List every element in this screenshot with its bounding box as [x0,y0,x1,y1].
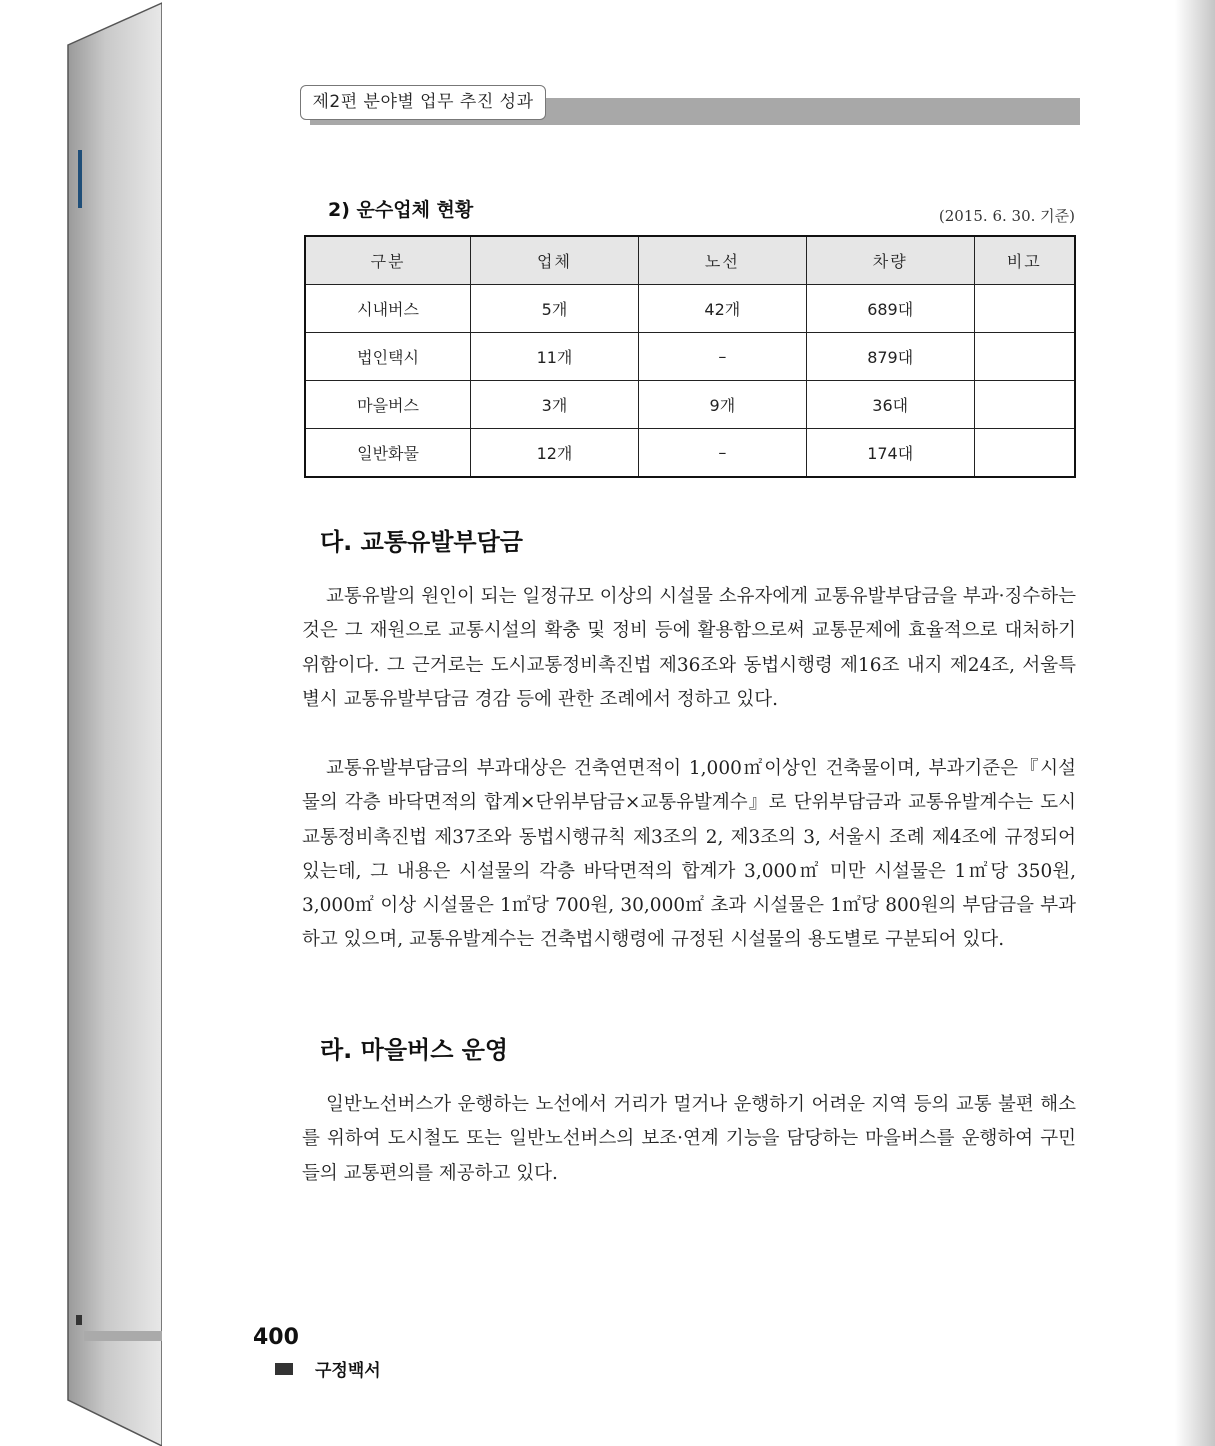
table-cell: – [638,333,806,381]
table-cell: 5개 [471,285,639,333]
table-cell: 일반화물 [305,429,471,478]
spine-accent-mark [78,150,82,208]
book-title: 구정백서 [315,1361,381,1381]
book-spine [0,0,170,1446]
table-cell: 11개 [471,333,639,381]
paragraph: 교통유발의 원인이 되는 일정규모 이상의 시설물 소유자에게 교통유발부담금을 부과·징수하는 것은 그 재원으로 교통시설의 확충 및 정비 등에 활용함으로써 교통문제에 효율적으로 대처하기 위함이다. 그 근거로는 도시교통정비촉진법 제36조와 동법시행령 제16조 내지 제24조, 서울특별시 교통유발부담금 경감 등에 관한 조례에서 정하고 있다. [302,586,1076,710]
col-header: 구분 [305,236,471,285]
page-edge-shadow [1175,0,1215,1446]
footer-bar [275,1363,293,1375]
table-header-row [305,236,1075,285]
table-row [305,381,1075,429]
table-cell [974,285,1075,333]
table-cell: 법인택시 [305,333,471,381]
table-cell [974,333,1075,381]
table-cell: 174대 [806,429,974,478]
section-heading: 2) 운수업체 현황 [328,199,474,221]
table-cell: 879대 [806,333,974,381]
table-cell: 12개 [471,429,639,478]
table-row [305,285,1075,333]
paragraph: 교통유발부담금의 부과대상은 건축연면적이 1,000㎡이상인 건축물이며, 부과기준은『시설물의 각층 바닥면적의 합계×단위부담금×교통유발계수』로 단위부담금과 교통유발계수는 도시교통정비촉진법 제37조와 동법시행규칙 제3조의 2, 제3조의 3, 서울시 조례 제4조에 규정되어 있는데, 그 내용은 시설물의 각층 바닥면적의 합계가 3,000㎡ 미만 시설물은 1㎡당 350원, 3,000㎡ 이상 시설물은 1㎡당 700원, 30,000㎡ 초과 시설물은 1㎡당 800원의 부담금을 부과하고 있으며, 교통유발계수는 건축법시행령에 규정된 시설물의 용도별로 구분되어 있다. [302,758,1076,951]
table-cell [974,381,1075,429]
page-number: 400 [253,1325,299,1350]
col-header: 비고 [974,236,1075,285]
table-cell: – [638,429,806,478]
table-cell: 689대 [806,285,974,333]
table-row [305,429,1075,478]
col-header: 업체 [471,236,639,285]
table-cell: 시내버스 [305,285,471,333]
section-title-ra: 라. 마을버스 운영 [320,1036,509,1064]
col-header: 노선 [638,236,806,285]
col-header: 차량 [806,236,974,285]
table-cell: 3개 [471,381,639,429]
table-cell: 36대 [806,381,974,429]
section-title-da: 다. 교통유발부담금 [320,528,523,556]
table-cell: 9개 [638,381,806,429]
table-cell: 마을버스 [305,381,471,429]
chapter-tab: 제2편 분야별 업무 추진 성과 [300,85,546,120]
table-row [305,333,1075,381]
table-cell: 42개 [638,285,806,333]
transport-companies-table [304,235,1076,478]
table-cell [974,429,1075,478]
paragraph: 일반노선버스가 운행하는 노선에서 거리가 멀거나 운행하기 어려운 지역 등의 교통 불편 해소를 위하여 도시철도 또는 일반노선버스의 보조·연계 기능을 담당하는 마을버스를 운행하여 구민들의 교통편의를 제공하고 있다. [302,1094,1076,1184]
date-note: (2015. 6. 30. 기준) [938,207,1075,225]
